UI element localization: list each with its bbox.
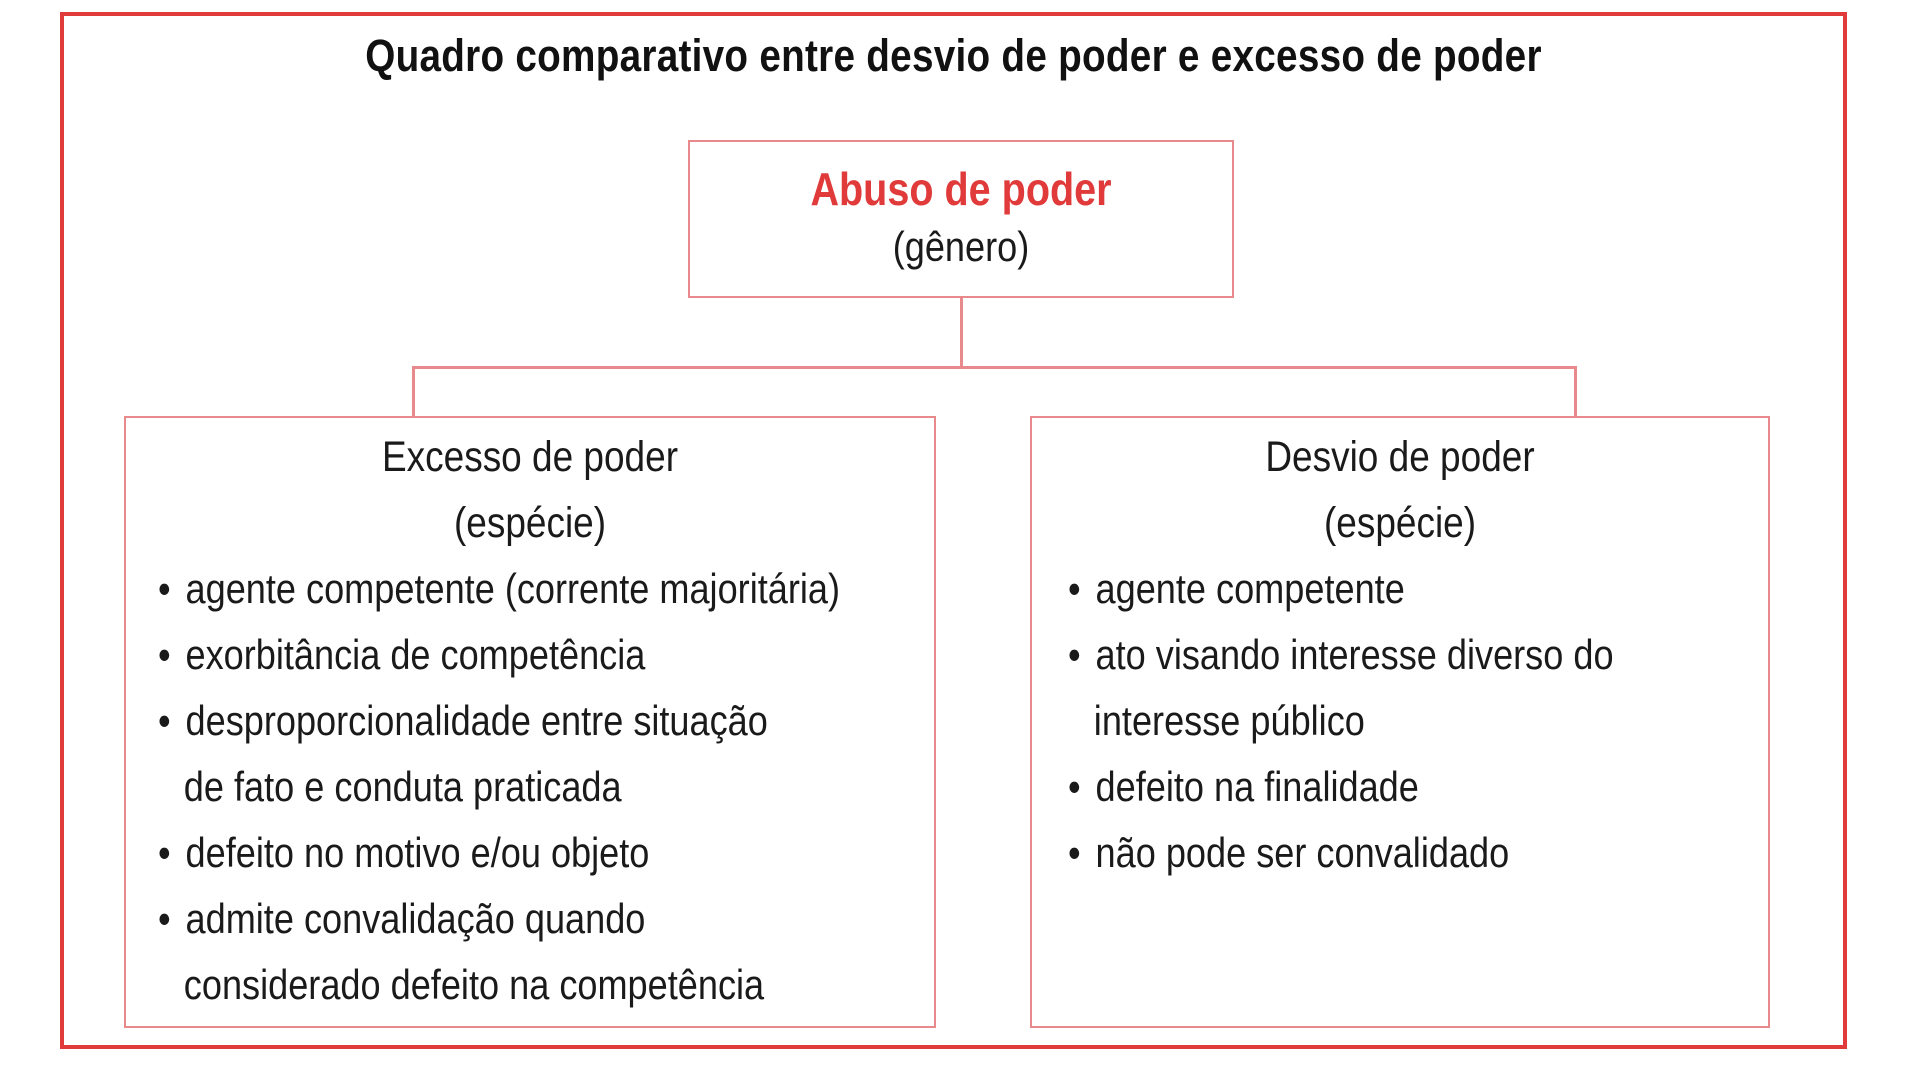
bullet-icon: •: [158, 631, 171, 678]
deviation-power-list: [1068, 556, 1768, 886]
list-item-text-continued: interesse público: [1093, 697, 1365, 744]
list-item: [158, 622, 825, 688]
list-item: [158, 688, 825, 754]
excess-power-list: [158, 556, 934, 1018]
bullet-icon: •: [158, 829, 171, 876]
list-item-continuation: [158, 754, 825, 820]
list-item-text: ato visando interesse diverso do: [1095, 631, 1614, 678]
bullet-icon: •: [1068, 829, 1081, 876]
bullet-icon: •: [158, 697, 171, 744]
connector-vertical-top: [960, 298, 963, 368]
list-item-text: agente competente (corrente majoritária): [185, 565, 841, 612]
genus-box: [688, 140, 1234, 298]
list-item: [158, 886, 825, 952]
list-item: [158, 556, 841, 622]
excess-power-subheading: (espécie): [453, 499, 607, 547]
diagram-frame: [60, 12, 1847, 1049]
list-item: [158, 820, 825, 886]
excess-power-heading: Excesso de poder: [381, 433, 679, 481]
list-item-text: defeito na finalidade: [1095, 763, 1419, 810]
bullet-icon: •: [1068, 763, 1081, 810]
diagram-title: Quadro comparativo entre desvio de poder e excesso de poder: [365, 30, 1542, 81]
list-item: [1068, 556, 1670, 622]
connector-left-drop: [412, 366, 415, 418]
list-item-text-continued: de fato e conduta praticada: [183, 763, 622, 810]
bullet-icon: •: [158, 895, 171, 942]
list-item-continuation: [1068, 688, 1670, 754]
bullet-icon: •: [1068, 631, 1081, 678]
connector-horizontal: [412, 366, 1576, 369]
genus-heading: Abuso de poder: [810, 163, 1112, 215]
list-item-text: desproporcionalidade entre situação: [185, 697, 768, 744]
connector-right-drop: [1574, 366, 1577, 418]
list-item-text: não pode ser convalidado: [1095, 829, 1510, 876]
list-item: [1068, 820, 1670, 886]
list-item-continuation: [158, 952, 825, 1018]
list-item-text-continued: considerado defeito na competência: [183, 961, 765, 1008]
list-item-text: defeito no motivo e/ou objeto: [185, 829, 650, 876]
list-item: [1068, 622, 1670, 688]
list-item-text: admite convalidação quando: [185, 895, 646, 942]
genus-subheading: (gênero): [892, 223, 1030, 271]
bullet-icon: •: [1068, 565, 1081, 612]
list-item: [1068, 754, 1670, 820]
bullet-icon: •: [158, 565, 171, 612]
deviation-power-heading: Desvio de poder: [1265, 433, 1535, 481]
list-item-text: exorbitância de competência: [185, 631, 646, 678]
list-item-text: agente competente: [1095, 565, 1405, 612]
deviation-power-subheading: (espécie): [1323, 499, 1477, 547]
excess-power-box: [124, 416, 936, 1028]
deviation-power-box: [1030, 416, 1770, 1028]
